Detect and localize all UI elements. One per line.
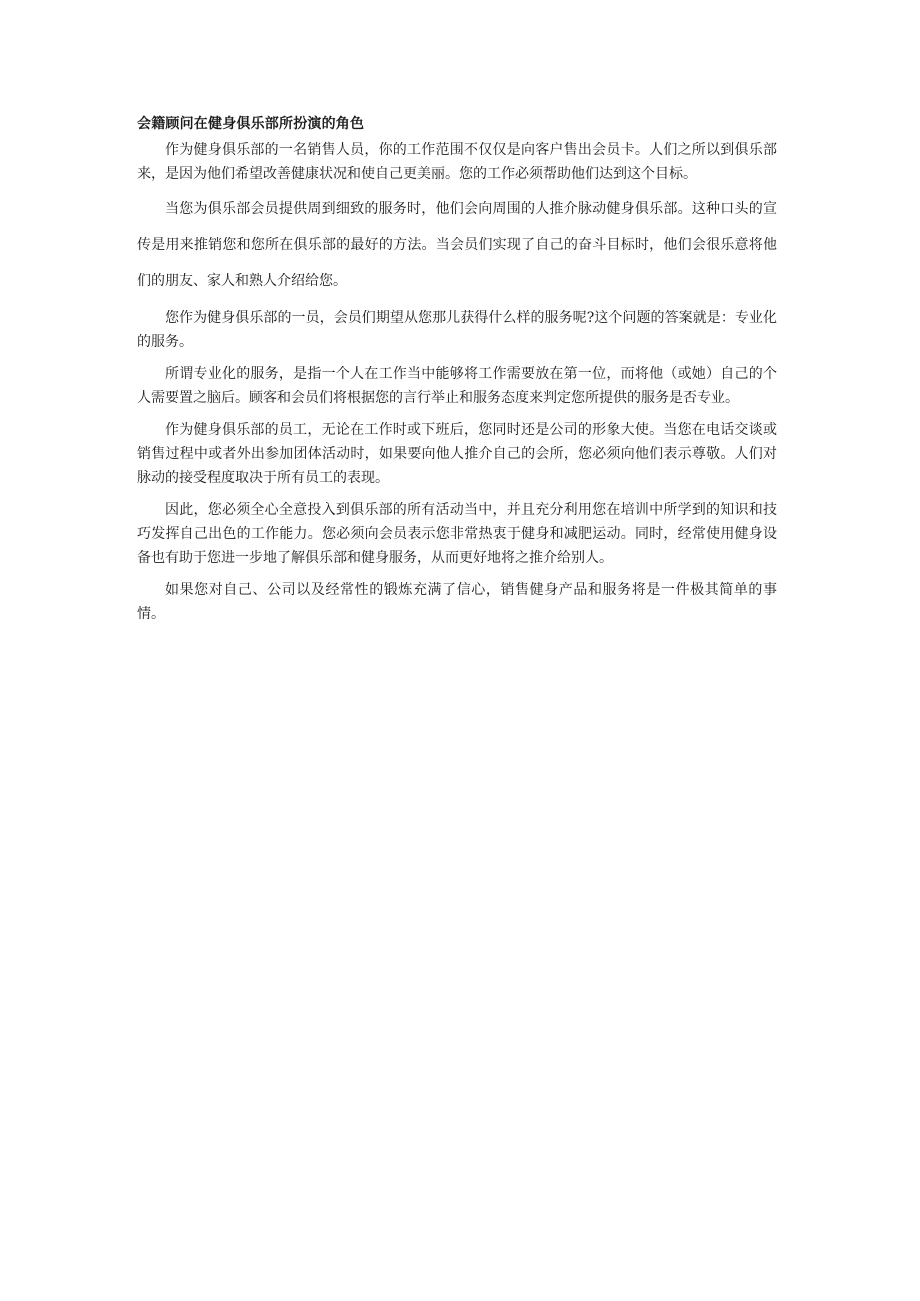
paragraph-3: 您作为健身俱乐部的一员，会员们期望从您那儿获得什么样的服务呢?这个问题的答案就是：专业化的服务。 bbox=[137, 310, 777, 350]
document-page bbox=[137, 112, 777, 634]
paragraph-4: 所谓专业化的服务，是指一个人在工作当中能够将工作需要放在第一位，而将他（或她）自己的个人需要置之脑后。顾客和会员们将根据您的言行举止和服务态度来判定您所提供的服务是否专业。 bbox=[137, 366, 777, 406]
document-title: 会籍顾问在健身俱乐部所扮演的角色 bbox=[137, 116, 365, 132]
paragraph-1: 作为健身俱乐部的一名销售人员，你的工作范围不仅仅是向客户售出会员卡。人们之所以到俱乐部来，是因为他们希望改善健康状况和使自己更美丽。您的工作必须帮助他们达到这个目标。 bbox=[137, 142, 777, 182]
paragraph-5: 作为健身俱乐部的员工，无论在工作时或下班后，您同时还是公司的形象大使。当您在电话交谈或销售过程中或者外出参加团体活动时，如果要向他人推介自己的会所，您必须向他们表示尊敬。人们对脉动的接受程度取决于所有员工的表现。 bbox=[137, 422, 777, 486]
paragraph-7: 如果您对自己、公司以及经常性的锻炼充满了信心，销售健身产品和服务将是一件极其简单的事情。 bbox=[137, 582, 777, 622]
paragraph-6: 因此，您必须全心全意投入到俱乐部的所有活动当中，并且充分利用您在培训中所学到的知识和技巧发挥自己出色的工作能力。您必须向会员表示您非常热衷于健身和减肥运动。同时，经常使用健身设备也有助于您进一步地了解俱乐部和健身服务，从而更好地将之推介给别人。 bbox=[137, 502, 777, 566]
paragraph-2: 当您为俱乐部会员提供周到细致的服务时，他们会向周围的人推介脉动健身俱乐部。这种口头的宣传是用来推销您和您所在俱乐部的最好的方法。当会员们实现了自己的奋斗目标时，他们会很乐意将他们的朋友、家人和熟人介绍给您。 bbox=[137, 201, 777, 289]
